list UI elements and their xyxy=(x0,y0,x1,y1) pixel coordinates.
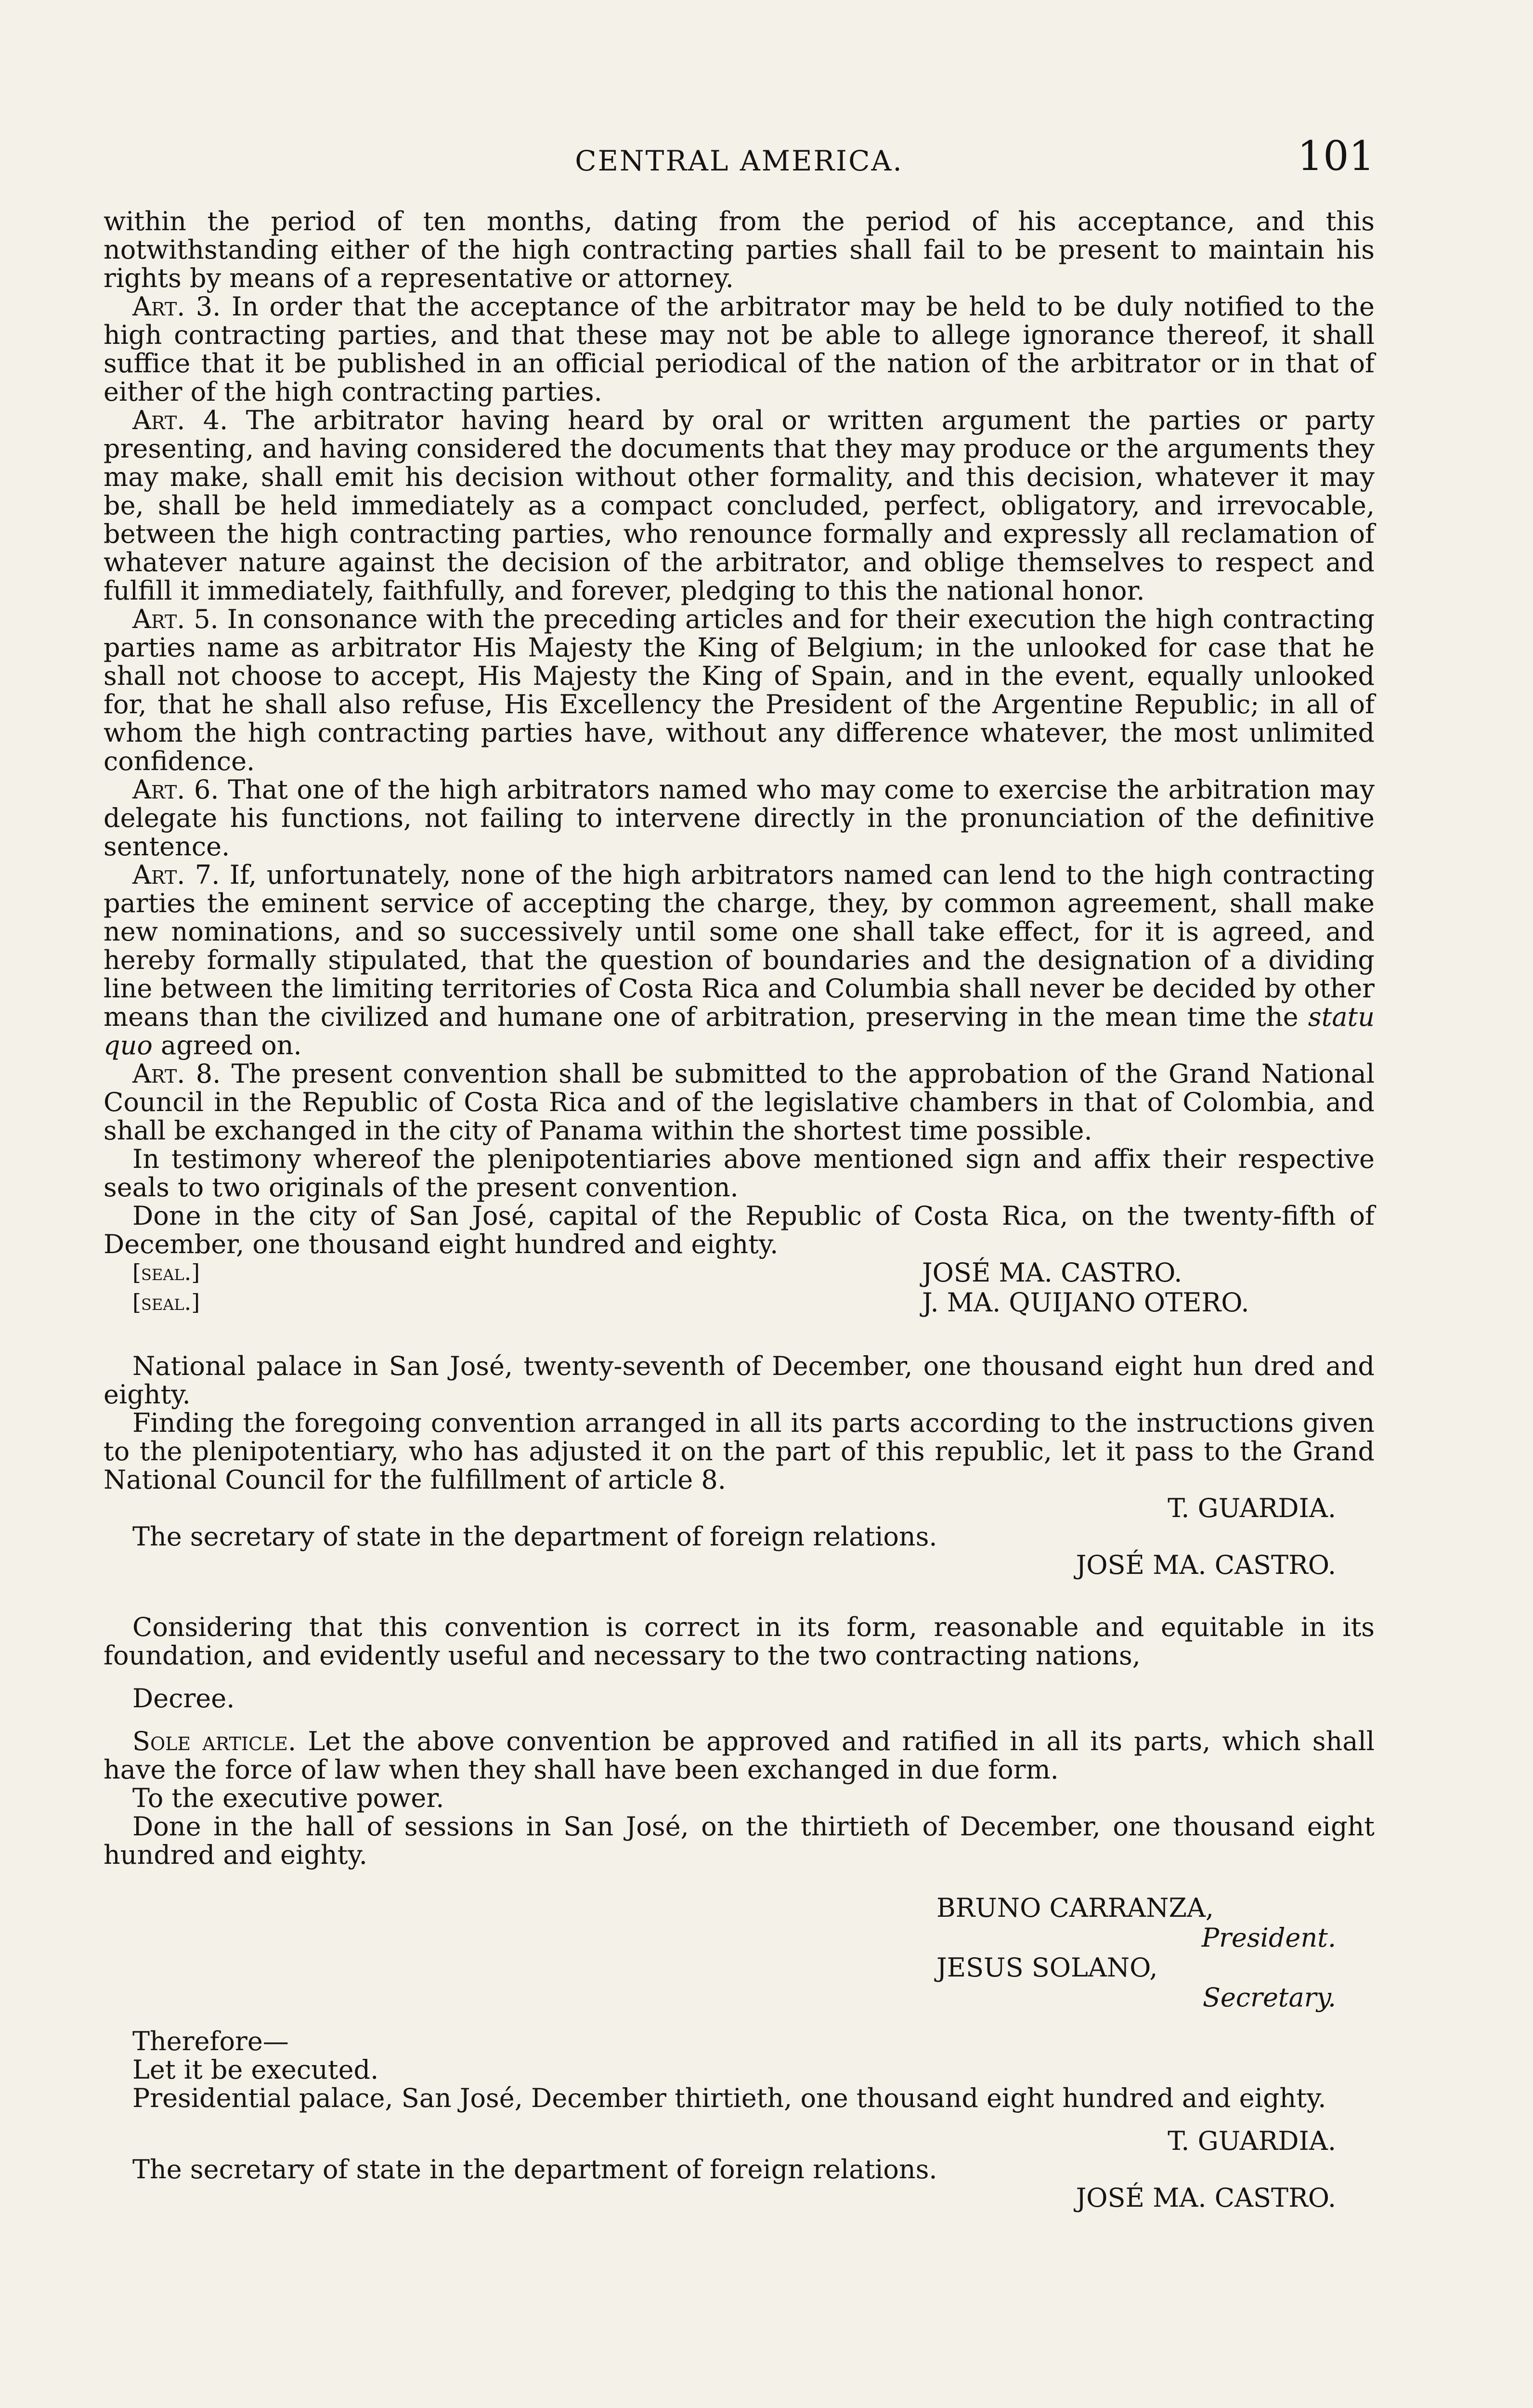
signatory-name: JOSÉ MA. CASTRO. xyxy=(922,1257,1182,1288)
signature-castro: JOSÉ MA. CASTRO. xyxy=(1076,1550,1336,1580)
article-text: In consonance with the preceding articles and for their execution the high contracting parties name as arbitrator His Majesty the King of Belgium; in the unlooked for case that he shall not choose to accept, His Majesty the King of Spain, and in the event, equally unlooked for, that he shall also refuse, His Excellency the President of the Argentine Republic; in all of whom the high contracting parties have, without any difference whatever, the most unlimited confidence. xyxy=(104,604,1375,776)
president-title: President. xyxy=(1201,1923,1336,1953)
secretary-title: Secretary. xyxy=(1202,1982,1336,2013)
document-page xyxy=(104,132,1375,2213)
paragraph-continuation: within the period of ten months, dating from the period of his acceptance, and this notwithstanding either of the high contracting parties shall fail to be present to maintain his rights by means of a representative or attorney. xyxy=(104,206,1375,293)
testimony-paragraph: In testimony whereof the plenipotentiaries above mentioned sign and affix their respective seals to two originals of the present convention. xyxy=(104,1144,1375,1203)
article-4 xyxy=(104,406,1375,605)
seal-mark: [seal.] xyxy=(132,1289,200,1315)
article-8 xyxy=(104,1060,1375,1145)
president-signature xyxy=(936,1893,1375,2013)
therefore-line: Therefore— xyxy=(132,2026,289,2056)
secretary-line: The secretary of state in the department of foreign relations. xyxy=(132,1521,937,1552)
signatory-name: J. MA. QUIJANO OTERO. xyxy=(922,1287,1249,1318)
seal-row xyxy=(104,1288,1375,1318)
final-secretary-line: The secretary of state in the department of foreign relations. xyxy=(132,2154,937,2185)
article-label: Art. 3. xyxy=(132,291,221,322)
considering-paragraph: Considering that this convention is correct in its form, reasonable and equitable in its foundation, and evidently useful and necessary to the two contracting nations, xyxy=(104,1612,1375,1671)
article-text: That one of the high arbitrators named who may come to exercise the arbitration may delegate his functions, not failing to intervene directly in the pronunciation of the definitive sentence. xyxy=(104,774,1375,862)
president-name: BRUNO CARRANZA, xyxy=(936,1893,1214,1923)
article-3 xyxy=(104,292,1375,406)
article-text: In order that the acceptance of the arbitrator may be held to be duly notified to the high contracting parties, and that these may not be able to allege ignorance thereof, it shall suffice that it be published in an official periodical of the nation of the arbitrator or in that of either of the high contracting parties. xyxy=(104,291,1375,407)
article-label: Art. 4. xyxy=(132,405,228,435)
executed-line: Let it be executed. xyxy=(132,2055,379,2085)
presidential-paragraph: Presidential palace, San José, December thirtieth, one thousand eight hundred and eighty. xyxy=(132,2083,1326,2113)
article-5 xyxy=(104,605,1375,775)
article-label: Art. 6. xyxy=(132,774,219,805)
finding-paragraph: Finding the foregoing convention arranged in all its parts according to the instructions given to the plenipotentiary, who has adjusted it on the part of this republic, let it pass to the Grand National Council for the fulfillment of article 8. xyxy=(104,1408,1375,1495)
article-label: Sole article. xyxy=(132,1726,297,1756)
article-text: The arbitrator having heard by oral or written argument the parties or party presenting, and having considered the documents that they may produce or the arguments they may make, shall emit his decision without other formality, and this decision, whatever it may be, shall be held immediately as a compact concluded, perfect, obligatory, and irrevocable, between the high contracting parties, who renounce formally and expressly all reclamation of whatever nature against the decision of the arbitrator, and oblige themselves to respect and fulfill it immediately, faithfully, and forever, pledging to this the national honor. xyxy=(104,405,1375,606)
running-head-title: CENTRAL AMERICA. xyxy=(575,144,903,177)
running-header xyxy=(104,132,1375,207)
article-7 xyxy=(104,861,1375,1060)
decree-line: Decree. xyxy=(132,1683,235,1714)
final-signature-castro: JOSÉ MA. CASTRO. xyxy=(1076,2183,1336,2213)
article-text: If, unfortunately, none of the high arbitrators named can lend to the high contracting parties the eminent service of accepting the charge, they, by common agreement, shall make new nominations, and so successively until some one shall take effect, for it is agreed, and hereby formally stipulated, that the question of boundaries and the designation of a dividing line between the limiting territories of Costa Rica and Columbia shall never be decided by other means than the civilized and humane one of arbitration, preserving in the mean time the xyxy=(104,860,1375,1032)
executive-line: To the executive power. xyxy=(132,1783,444,1813)
page-number: 101 xyxy=(1297,132,1375,180)
article-italic-term: statu quo xyxy=(104,1002,1375,1060)
seal-mark: [seal.] xyxy=(132,1259,200,1285)
done-hall-paragraph: Done in the hall of sessions in San José, on the thirtieth of December, one thousand eight hundred and eighty. xyxy=(104,1811,1375,1870)
secretary-name: JESUS SOLANO, xyxy=(936,1952,1158,1983)
article-6 xyxy=(104,775,1375,861)
palace-paragraph: National palace in San José, twenty-seventh of December, one thousand eight hun dred and eighty. xyxy=(104,1351,1375,1410)
article-text-end: agreed on. xyxy=(161,1030,302,1060)
article-label: Art. 7. xyxy=(132,860,220,890)
article-label: Art. 8. xyxy=(132,1059,221,1089)
article-text: Let the above convention be approved and ratified in all its parts, which shall have the force of law when they shall have been exchanged in due form. xyxy=(104,1726,1375,1785)
seal-row xyxy=(104,1258,1375,1288)
article-label: Art. 5. xyxy=(132,604,219,634)
signature-guardia: T. GUARDIA. xyxy=(1168,1493,1336,1523)
article-text: The present convention shall be submitted to the approbation of the Grand National Council in the Republic of Costa Rica and of the legislative chambers in that of Colombia, and shall be exchanged in the city of Panama within the shortest time possible. xyxy=(104,1059,1375,1146)
done-paragraph: Done in the city of San José, capital of the Republic of Costa Rica, on the twenty-fifth of December, one thousand eight hundred and eighty. xyxy=(104,1201,1375,1259)
sole-article xyxy=(104,1727,1375,1784)
final-signature-guardia: T. GUARDIA. xyxy=(1168,2126,1336,2156)
